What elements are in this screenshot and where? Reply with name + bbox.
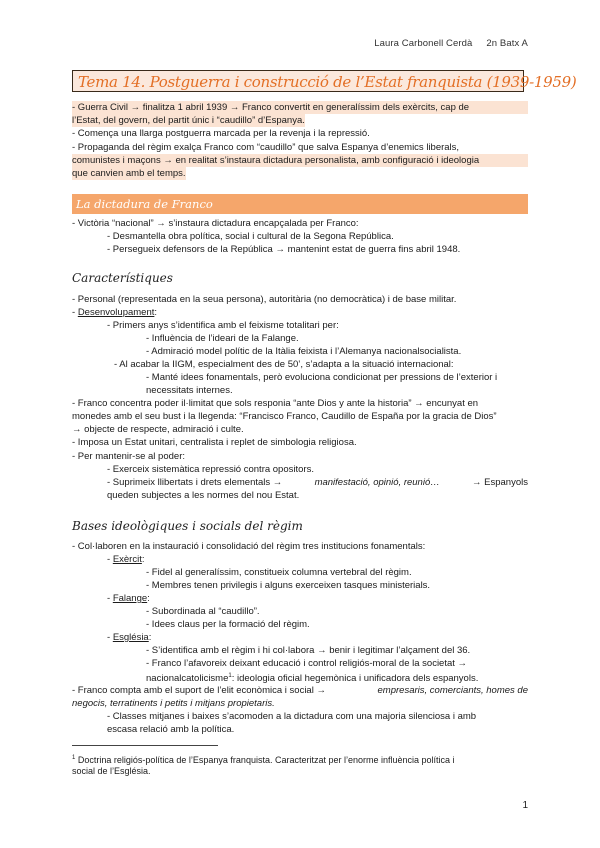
bases-line-1: - Col·laboren en la instauració i consolidació del règim tres institucions fonamentals: xyxy=(72,541,426,552)
intro-line-3: - Comença una llarga postguerra marcada per la revenja i la repressió. xyxy=(72,128,370,139)
header-class: 2n Batx A xyxy=(486,38,528,49)
footnote-mark: 1 xyxy=(72,755,76,761)
title-box xyxy=(72,70,577,92)
bases-suport-line-1 xyxy=(72,684,528,697)
caract-15b: manifestació, opinió, reunió… xyxy=(314,477,440,488)
section1-line-1: - Victòria “nacional” → s’instaura dictadura encapçalada per Franco: xyxy=(72,218,359,229)
caract-15a: - Suprimeix llibertats i drets elementals → xyxy=(107,477,283,488)
footnote-text-1: Doctrina religiós-política de l’Espanya franquista. Caracteritzat per l’enorme influència política i xyxy=(77,755,455,765)
caract-line-15 xyxy=(107,476,528,489)
exercit-prefix: - xyxy=(107,554,113,565)
esglesia-line-3b: : ideologia oficial hegemònica i unificadora dels espanyols. xyxy=(231,673,479,685)
caract-line-7: - Manté idees fonamentals, però evoluciona condicionat per pressions de l’exterior i xyxy=(146,372,498,383)
suport-a: - Franco compta amb el suport de l’elit econòmica i social → xyxy=(72,685,326,696)
page-header xyxy=(374,38,528,49)
section-title: La dictadura de Franco xyxy=(76,197,213,211)
falange-prefix: - xyxy=(107,593,113,604)
intro-line-4: - Propaganda del règim exalça Franco com “caudillo” que salva Espanya d’enemics liberals, xyxy=(72,142,460,153)
heading-bases: Bases ideològiques i socials del règim xyxy=(72,519,303,533)
esglesia-prefix: - xyxy=(107,632,113,643)
footnote-line-2: social de l’Església. xyxy=(72,766,151,776)
caract-line-13: - Per mantenir-se al poder: xyxy=(72,451,185,462)
section1-line-2: - Desmantella obra política, social i cultural de la Segona República. xyxy=(107,231,394,242)
caract-line-16: queden subjectes a les normes del nou Estat. xyxy=(107,490,300,501)
esglesia-label: - Església: xyxy=(107,632,152,643)
exercit-line-2: - Membres tenen privilegis i alguns exerceixen tasques ministerials. xyxy=(146,580,431,591)
heading-caracteristiques: Característiques xyxy=(72,271,173,285)
section-bar xyxy=(72,194,528,214)
esglesia-line-3 xyxy=(146,670,478,685)
intro-line-1: - Guerra Civil → finalitza 1 abril 1939 → Franco convertit en generalíssim dels exèrcits, cap de xyxy=(72,101,528,114)
header-author: Laura Carbonell Cerdà xyxy=(374,38,473,49)
desenvolupament-label: Desenvolupament xyxy=(77,307,155,318)
caract-line-9: - Franco concentra poder il·limitat que sols responia “ante Dios y ante la historia” → encunyat en xyxy=(72,398,479,409)
suport-b: empresaris, comerciants, homes de xyxy=(377,685,528,696)
intro-line-2: l’Estat, del govern, del partit únic i “caudillo” d’Espanya. xyxy=(72,115,305,126)
caract-line-8: necessitats internes. xyxy=(146,385,233,396)
page-title: Tema 14. Postguerra i construcció de l’Estat franquista (1939-1959) xyxy=(78,73,577,91)
caract-line-11: → objecte de respecte, admiració i culte. xyxy=(72,424,244,435)
exercit-line-1: - Fidel al generalíssim, constitueix columna vertebral del règim. xyxy=(146,567,412,578)
intro-line-5: comunistes i maçons → en realitat s’instaura dictadura personalista, amb configuració i ideologia xyxy=(72,154,528,167)
caract-line-1: - Personal (representada en la seua persona), autoritària (no democràtica) i de base militar. xyxy=(72,294,457,305)
caract-line-14: - Exerceix sistemàtica repressió contra opositors. xyxy=(107,464,314,475)
bases-classes-line-2: escasa relació amb la política. xyxy=(107,724,235,735)
caract-line-5: - Admiració model polític de la Itàlia feixista i l’Alemanya nacionalsocialista. xyxy=(146,346,462,357)
footnote-rule xyxy=(72,745,218,746)
caract-prefix: - xyxy=(72,307,78,318)
esglesia-text: Església xyxy=(112,632,149,643)
page-number: 1 xyxy=(522,800,528,811)
section1-line-3: - Persegueix defensors de la República → mantenint estat de guerra fins abril 1948. xyxy=(107,244,461,255)
falange-line-2: - Idees claus per la formació del règim. xyxy=(146,619,310,630)
falange-text: Falange xyxy=(112,593,148,604)
caract-line-6: - Al acabar la IIGM, especialment des de 50’, s’adapta a la situació internacional: xyxy=(114,359,454,370)
caract-line-2 xyxy=(72,306,157,319)
falange-line-1: - Subordinada al “caudillo”. xyxy=(146,606,260,617)
exercit-label: - Exèrcit: xyxy=(107,554,145,565)
exercit-text: Exèrcit xyxy=(112,554,142,565)
intro-line-6: que canvien amb el temps. xyxy=(72,168,186,179)
bases-suport-line-2: negocis, terratinents i petits i mitjans propietaris. xyxy=(72,698,275,709)
nacionalcatolicisme: nacionalcatolicisme xyxy=(146,673,229,685)
caract-line-10: monedes amb el seu bust i la llegenda: “Francisco Franco, Caudillo de España por la gracia de Dios” xyxy=(72,411,497,422)
caract-line-4: - Influència de l’ideari de la Falange. xyxy=(146,333,299,344)
caract-15c: → Espanyols xyxy=(472,477,528,488)
caract-line-12: - Imposa un Estat unitari, centralista i replet de simbologia religiosa. xyxy=(72,437,357,448)
bases-classes-line-1: - Classes mitjanes i baixes s’acomoden a la dictadura com una majoria silenciosa i amb xyxy=(107,711,477,722)
caract-suffix: : xyxy=(154,307,158,318)
esglesia-line-2: - Franco l’afavoreix deixant educació i control religiós-moral de la societat → xyxy=(146,658,468,669)
footnote-ref[interactable]: 1 xyxy=(228,673,232,679)
esglesia-line-1: - S’identifica amb el règim i hi col·labora → benir i legitimar l’alçament del 36. xyxy=(146,645,471,656)
falange-label: - Falange: xyxy=(107,593,150,604)
caract-line-3: - Primers anys s’identifica amb el feixisme totalitari per: xyxy=(107,320,339,331)
